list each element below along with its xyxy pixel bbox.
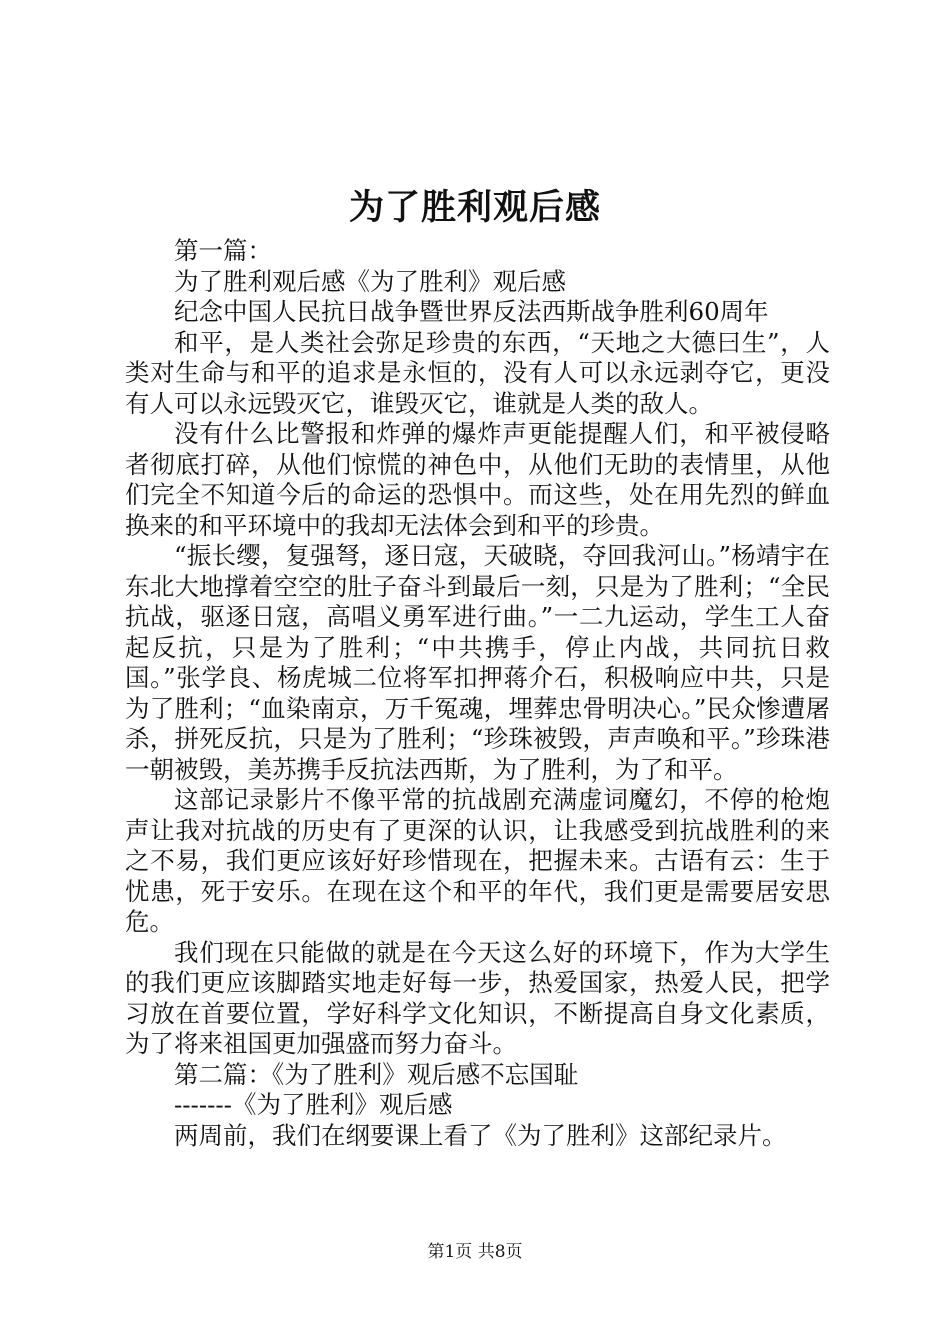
paragraph: 和平，是人类社会弥足珍贵的东西，“天地之大德曰生”，人类对生命与和平的追求是永恒的，没有人可以永远剥夺它，更没有人可以永远毁灭它，谁毁灭它，谁就是人类的敌人。 — [125, 327, 830, 418]
paragraph: 第一篇： — [174, 236, 272, 265]
paragraph: 没有什么比警报和炸弹的爆炸声更能提醒人们，和平被侵略者彻底打碎，从他们惊慌的神色中，从他们无助的表情里，从他们完全不知道今后的命运的恐惧中。而这些，处在用先烈的鲜血换来的和平环境中的我却无法体会到和平的珍贵。 — [125, 419, 830, 540]
page-footer: 第1页 共8页 — [427, 1242, 523, 1262]
paragraph: 第二篇：《为了胜利》观后感不忘国耻 — [174, 1059, 579, 1089]
paragraph: 为了胜利观后感《为了胜利》观后感 — [174, 266, 566, 296]
paragraph: 我们现在只能做的就是在今天这么好的环境下，作为大学生的我们更应该脚踏实地走好每一步，热爱国家，热爱人民，把学习放在首要位置，学好科学文化知识，不断提高自身文化素质，为了将来祖国更加强盛而努力奋斗。 — [125, 937, 830, 1058]
paragraph: 纪念中国人民抗日战争暨世界反法西斯战争胜利60周年 — [174, 297, 769, 326]
paragraph: 两周前，我们在纲要课上看了《为了胜利》这部纪录片。 — [174, 1120, 787, 1150]
paragraph: 这部记录影片不像平常的抗战剧充满虚词魔幻，不停的枪炮声让我对抗战的历史有了更深的认识，让我感受到抗战胜利的来之不易，我们更应该好好珍惜现在，把握未来。古语有云：生于忧患，死于安乐。在现在这个和平的年代，我们更是需要居安思危。 — [125, 785, 830, 936]
paragraph: “振长缨，复强弩，逐日寇，天破晓，夺回我河山。”杨靖宇在东北大地撑着空空的肚子奋斗到最后一刻，只是为了胜利；“全民抗战，驱逐日寇，高唱义勇军进行曲。”一二九运动，学生工人奋起反抗，只是为了胜利；“中共携手，停止内战，共同抗日救国。”张学良、杨虎城二位将军扣押蒋介石，积极响应中共，只是为了胜利；“血染南京，万千冤魂，埋葬忠骨明决心。”民众惨遭屠杀，拼死反抗，只是为了胜利；“珍珠被毁，声声唤和平。”珍珠港一朝被毁，美苏携手反抗法西斯，为了胜利，为了和平。 — [125, 541, 830, 784]
paragraph: -------《为了胜利》观后感 — [174, 1090, 453, 1119]
document-body — [125, 236, 830, 1151]
document-title: 为了胜利观后感 — [348, 188, 601, 228]
